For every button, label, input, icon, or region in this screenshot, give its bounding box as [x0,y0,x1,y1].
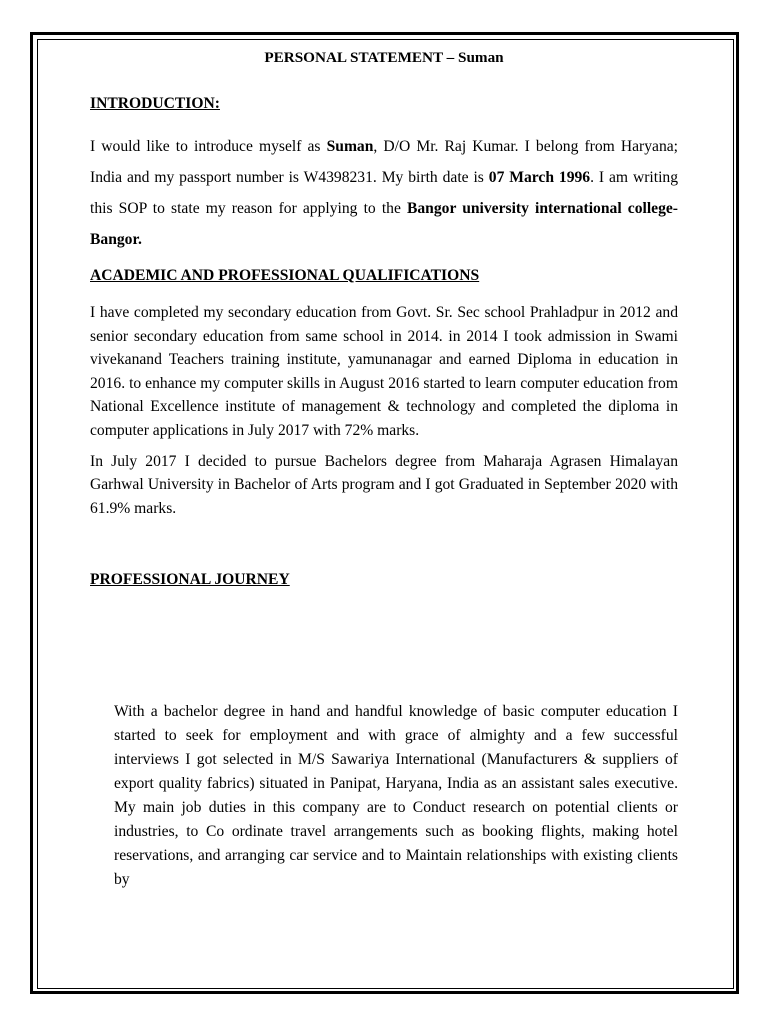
university-name: Bangor university international college-Bangor. [90,200,678,248]
document-body [90,48,678,590]
professional-section [114,700,678,892]
intro-text-3: . I am writing this SOP to state my reason for applying to the [90,169,678,217]
academic-heading: ACADEMIC AND PROFESSIONAL QUALIFICATIONS [90,267,480,284]
document-title: PERSONAL STATEMENT – Suman [264,49,504,66]
intro-text-2: , D/O Mr. Raj Kumar. I belong from Haryana; India and my passport number is W4398231. My birth date is [90,138,678,186]
introduction-heading: INTRODUCTION: [90,95,220,112]
introduction-paragraph [90,131,678,255]
professional-paragraph-1: With a bachelor degree in hand and handful knowledge of basic computer education I started to seek for employment and with grace of almighty and a few successful interviews I got selected in M/S Sawariya International (Manufacturers & suppliers of export quality fabrics) situated in Panipat, Haryana, India as an assistant sales executive. My main job duties in this company are to Conduct research on potential clients or industries, to Co ordinate travel arrangements such as booking flights, making hotel reservations, and arranging car service and to Maintain relationships with existing clients by [114,703,678,888]
intro-text-1: I would like to introduce myself as [90,138,327,155]
applicant-name: Suman [326,138,374,155]
birth-date: 07 March 1996 [488,169,591,186]
academic-paragraph-1: I have completed my secondary education from Govt. Sr. Sec school Prahladpur in 2012 and senior secondary education from same school in 2014. in 2014 I took admission in Swami vivekanand Teachers training institute, yamunanagar and earned Diploma in education in 2016. to enhance my computer skills in August 2016 started to learn computer education from National Excellence institute of management & technology and completed the diploma in computer applications in July 2017 with 72% marks. [90,304,678,439]
academic-paragraph-2: In July 2017 I decided to pursue Bachelors degree from Maharaja Agrasen Himalayan Garhwal University in Bachelor of Arts program and I got Graduated in September 2020 with 61.9% marks. [90,452,678,517]
professional-heading: PROFESSIONAL JOURNEY [90,571,290,589]
